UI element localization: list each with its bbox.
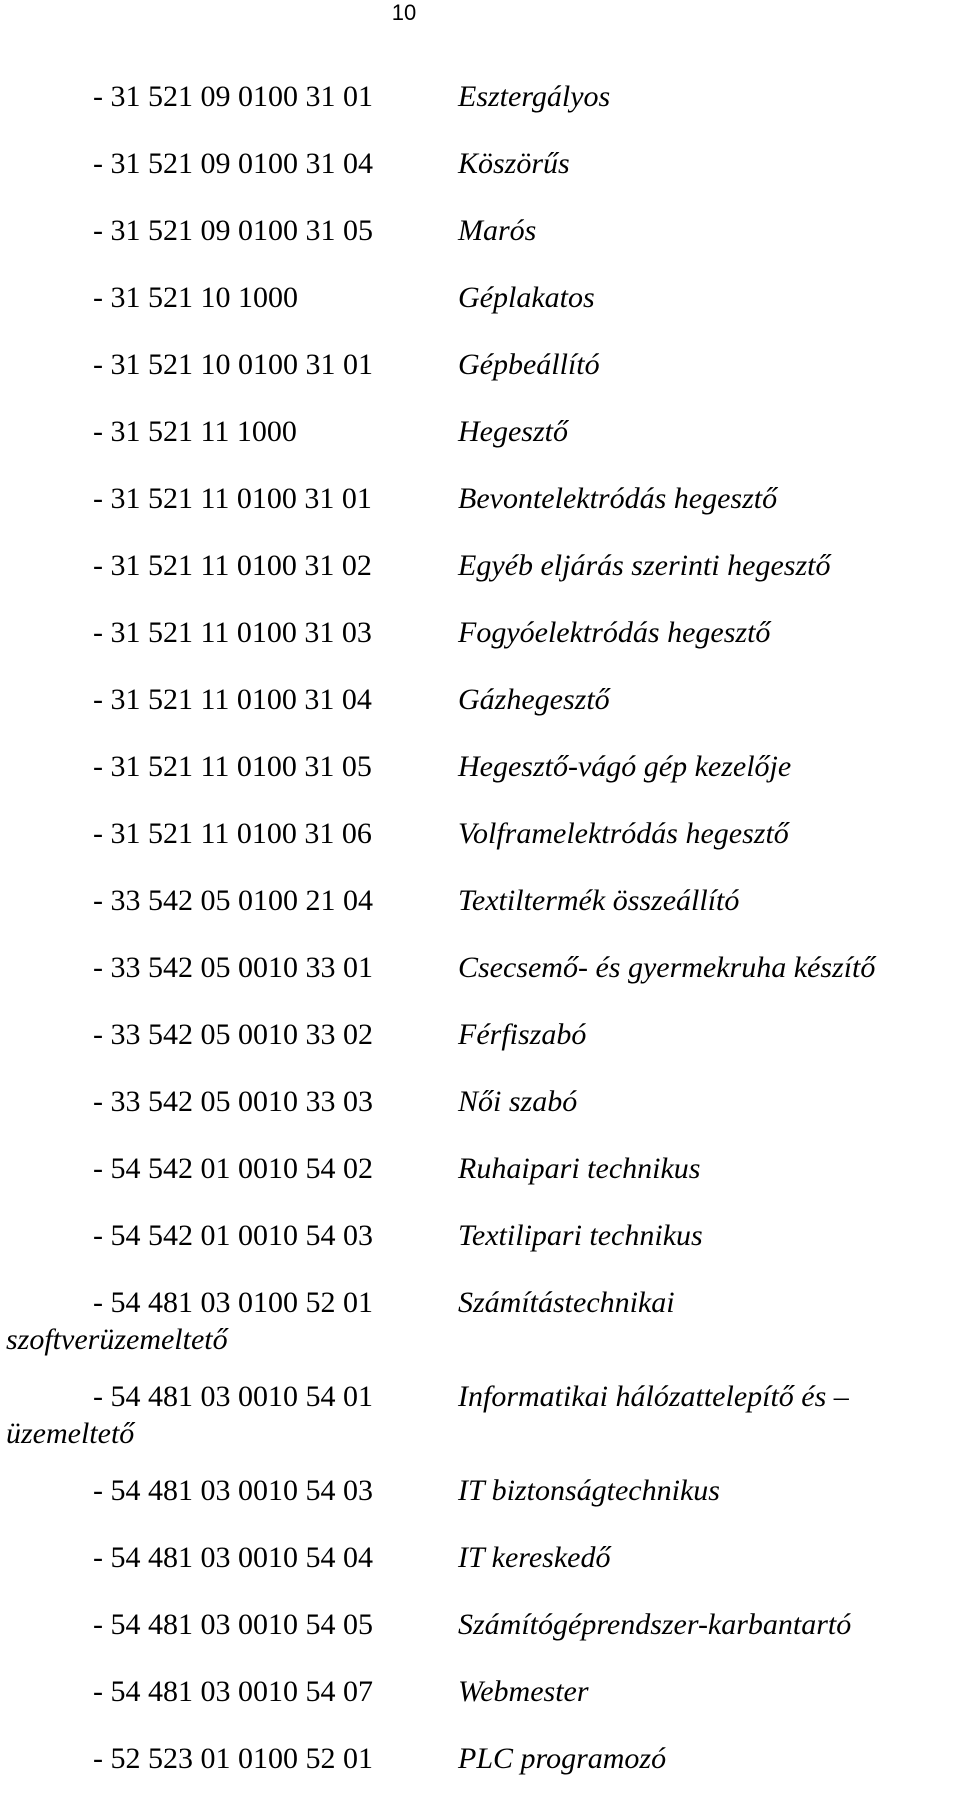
list-item-line [0,480,960,517]
list-item [0,480,960,547]
qualification-code: - 31 521 10 1000 [93,281,298,314]
qualification-title: IT biztonságtechnikus [458,1474,720,1507]
qualification-title-continuation: szoftverüzemeltető [6,1323,228,1356]
qualification-title: Egyéb eljárás szerinti hegesztő [458,549,831,582]
list-item [0,413,960,480]
list-item [0,1083,960,1150]
list-item [0,748,960,815]
qualification-title: Hegesztő [458,415,568,448]
qualification-code: - 54 481 03 0010 54 07 [93,1675,373,1708]
list-item-line [0,1284,960,1321]
qualification-title: Gépbeállító [458,348,600,381]
list-item [0,681,960,748]
qualification-code: - 31 521 11 0100 31 03 [93,616,372,649]
qualification-code: - 31 521 10 0100 31 01 [93,348,373,381]
list-item [0,78,960,145]
list-item [0,1378,960,1472]
qualification-code: - 54 481 03 0010 54 01 [93,1380,373,1413]
qualification-title: Webmester [458,1675,589,1708]
list-item-line [0,1740,960,1777]
qualification-code: - 54 481 03 0010 54 04 [93,1541,373,1574]
list-item-line [0,1378,960,1415]
list-item [0,145,960,212]
qualification-title: Gázhegesztő [458,683,610,716]
qualification-code: - 31 521 11 0100 31 01 [93,482,372,515]
qualification-title: Textilipari technikus [458,1219,703,1252]
list-item [0,1284,960,1378]
list-item [0,1016,960,1083]
qualification-code: - 31 521 11 0100 31 04 [93,683,372,716]
qualification-code: - 33 542 05 0010 33 01 [93,951,373,984]
list-item [0,882,960,949]
qualification-code: - 54 481 03 0010 54 05 [93,1608,373,1641]
list-item-line [0,815,960,852]
list-item [0,949,960,1016]
qualification-title: Textiltermék összeállító [458,884,740,917]
list-item-line [0,1606,960,1643]
qualification-code: - 33 542 05 0010 33 02 [93,1018,373,1051]
list-item-line [0,1539,960,1576]
list-item-line [0,1673,960,1710]
qualification-code: - 31 521 11 0100 31 06 [93,817,372,850]
list-item [0,1539,960,1606]
list-item-line [0,1150,960,1187]
list-item-line [0,882,960,919]
list-item-line [0,949,960,986]
qualification-title: PLC programozó [458,1742,667,1775]
list-item [0,1217,960,1284]
qualification-code: - 31 521 09 0100 31 05 [93,214,373,247]
qualification-title: Esztergályos [458,80,611,113]
qualification-title: Géplakatos [458,281,595,314]
list-item [0,346,960,413]
list-item [0,212,960,279]
qualification-code: - 31 521 11 1000 [93,415,297,448]
qualification-code: - 31 521 09 0100 31 01 [93,80,373,113]
list-item [0,614,960,681]
list-item-line [0,681,960,718]
list-item-line [0,145,960,182]
qualification-code: - 33 542 05 0100 21 04 [93,884,373,917]
list-item-line [0,78,960,115]
qualification-code: - 54 542 01 0010 54 03 [93,1219,373,1252]
qualification-code: - 52 523 01 0100 52 01 [93,1742,373,1775]
list-item [0,1673,960,1740]
list-item [0,547,960,614]
qualification-code: - 33 542 05 0010 33 03 [93,1085,373,1118]
qualification-code: - 54 481 03 0010 54 03 [93,1474,373,1507]
list-item [0,1606,960,1673]
list-item-line [0,212,960,249]
list-item-line [0,547,960,584]
list-item-line [0,1016,960,1053]
list-item-line [0,1083,960,1120]
qualification-title: Informatikai hálózattelepítő és – [458,1380,849,1413]
qualification-title: Marós [458,214,537,247]
page-number: 10 [391,0,417,25]
list-item [0,1740,960,1807]
list-item [0,1472,960,1539]
qualification-title: Volframelektródás hegesztő [458,817,789,850]
qualification-title: Ruhaipari technikus [458,1152,701,1185]
qualification-title: Köszörűs [458,147,570,180]
list-item-line [0,748,960,785]
list-item [0,815,960,882]
list-item-line [0,1217,960,1254]
list-item [0,1150,960,1217]
qualification-code: - 31 521 11 0100 31 02 [93,549,372,582]
list-item-line [0,279,960,316]
qualification-title: Bevontelektródás hegesztő [458,482,778,515]
list-item-line [0,413,960,450]
qualification-title: Számítógéprendszer-karbantartó [458,1608,852,1641]
qualification-list [0,78,960,1807]
qualification-title: Női szabó [458,1085,578,1118]
qualification-code: - 31 521 11 0100 31 05 [93,750,372,783]
list-item-line [0,614,960,651]
qualification-title: Férfiszabó [458,1018,587,1051]
qualification-title: Fogyóelektródás hegesztő [458,616,771,649]
qualification-title: IT kereskedő [458,1541,611,1574]
qualification-title: Számítástechnikai [458,1286,675,1319]
list-item-line [0,346,960,383]
qualification-code: - 54 481 03 0100 52 01 [93,1286,373,1319]
qualification-title-continuation: üzemeltető [6,1417,135,1450]
qualification-title: Csecsemő- és gyermekruha készítő [458,951,876,984]
qualification-title: Hegesztő-vágó gép kezelője [458,750,792,783]
qualification-code: - 54 542 01 0010 54 02 [93,1152,373,1185]
list-item-line [0,1472,960,1509]
qualification-code: - 31 521 09 0100 31 04 [93,147,373,180]
list-item [0,279,960,346]
